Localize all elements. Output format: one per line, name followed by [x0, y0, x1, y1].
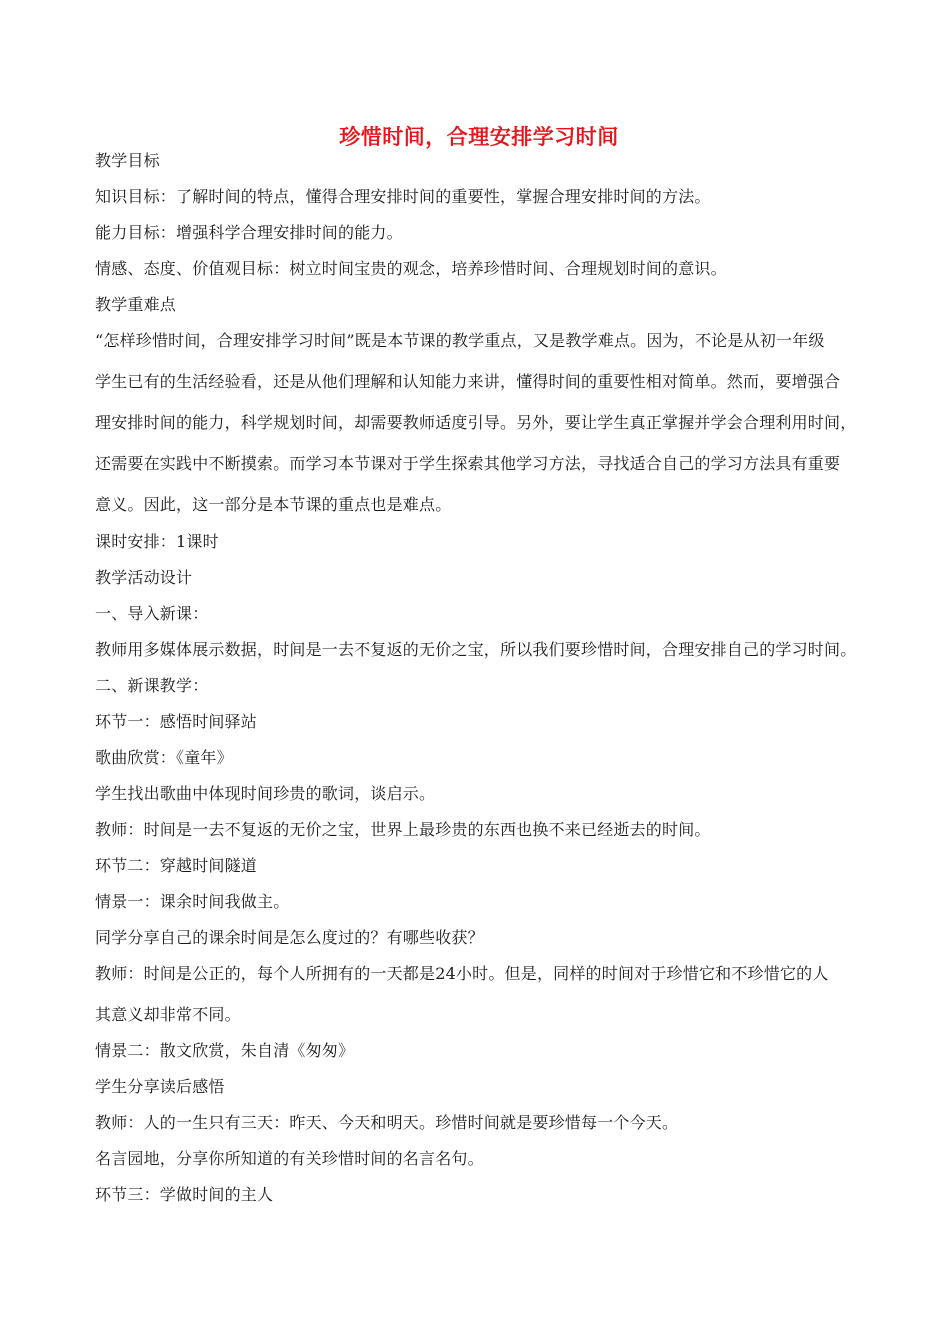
paragraph-line: 环节一：感悟时间驿站 [95, 712, 258, 731]
section-heading-activity-design: 教学活动设计 [95, 568, 193, 587]
paragraph-line: 学生找出歌曲中体现时间珍贵的歌词，谈启示。 [95, 784, 436, 803]
section-heading-key-points: 教学重难点 [95, 295, 177, 314]
paragraph-line: 学生分享读后感悟 [95, 1077, 225, 1096]
section-heading-teaching-goals: 教学目标 [95, 151, 160, 170]
paragraph-line: 能力目标：增强科学合理安排时间的能力。 [95, 223, 403, 242]
paragraph-line: 教师用多媒体展示数据，时间是一去不复返的无价之宝，所以我们要珍惜时间，合理安排自己的学习时间。 [95, 640, 857, 659]
document-title: 珍惜时间，合理安排学习时间 [339, 125, 619, 149]
subsection-heading: 一、导入新课： [95, 604, 209, 623]
paragraph-line: 环节二：穿越时间隧道 [95, 856, 258, 875]
paragraph-line: 名言园地，分享你所知道的有关珍惜时间的名言名句。 [95, 1149, 484, 1168]
subsection-heading: 二、新课教学： [95, 676, 209, 695]
paragraph-line: 情感、态度、价值观目标：树立时间宝贵的观念，培养珍惜时间、合理规划时间的意识。 [95, 259, 727, 278]
paragraph-line: 意义。因此，这一部分是本节课的重点也是难点。 [95, 495, 452, 514]
paragraph-line: “怎样珍惜时间，合理安排学习时间”既是本节课的教学重点，又是教学难点。因为，不论是从初一年级 [95, 331, 825, 350]
paragraph-line: 理安排时间的能力，科学规划时间，却需要教师适度引导。另外，要让学生真正掌握并学会合理利用时间， [95, 413, 857, 432]
paragraph-line: 教师：人的一生只有三天：昨天、今天和明天。珍惜时间就是要珍惜每一个今天。 [95, 1113, 679, 1132]
paragraph-line: 还需要在实践中不断摸索。而学习本节课对于学生探索其他学习方法，寻找适合自己的学习方法具有重要 [95, 454, 841, 473]
paragraph-line: 同学分享自己的课余时间是怎么度过的？有哪些收获？ [95, 928, 484, 947]
paragraph-line: 教师：时间是一去不复返的无价之宝，世界上最珍贵的东西也换不来已经逝去的时间。 [95, 820, 711, 839]
paragraph-line: 其意义却非常不同。 [95, 1005, 241, 1024]
paragraph-line: 情景二：散文欣赏，朱自清《匆匆》 [95, 1041, 355, 1060]
paragraph-line: 学生已有的生活经验看，还是从他们理解和认知能力来讲，懂得时间的重要性相对简单。然而，要增强合 [95, 372, 841, 391]
paragraph-line: 知识目标：了解时间的特点，懂得合理安排时间的重要性，掌握合理安排时间的方法。 [95, 187, 711, 206]
paragraph-line: 课时安排：1课时 [95, 532, 219, 551]
paragraph-line: 歌曲欣赏：《童年》 [95, 748, 233, 767]
paragraph-line: 环节三：学做时间的主人 [95, 1185, 274, 1204]
paragraph-line: 教师：时间是公正的，每个人所拥有的一天都是24小时。但是，同样的时间对于珍惜它和不珍惜它的人 [95, 964, 829, 983]
paragraph-line: 情景一：课余时间我做主。 [95, 892, 290, 911]
